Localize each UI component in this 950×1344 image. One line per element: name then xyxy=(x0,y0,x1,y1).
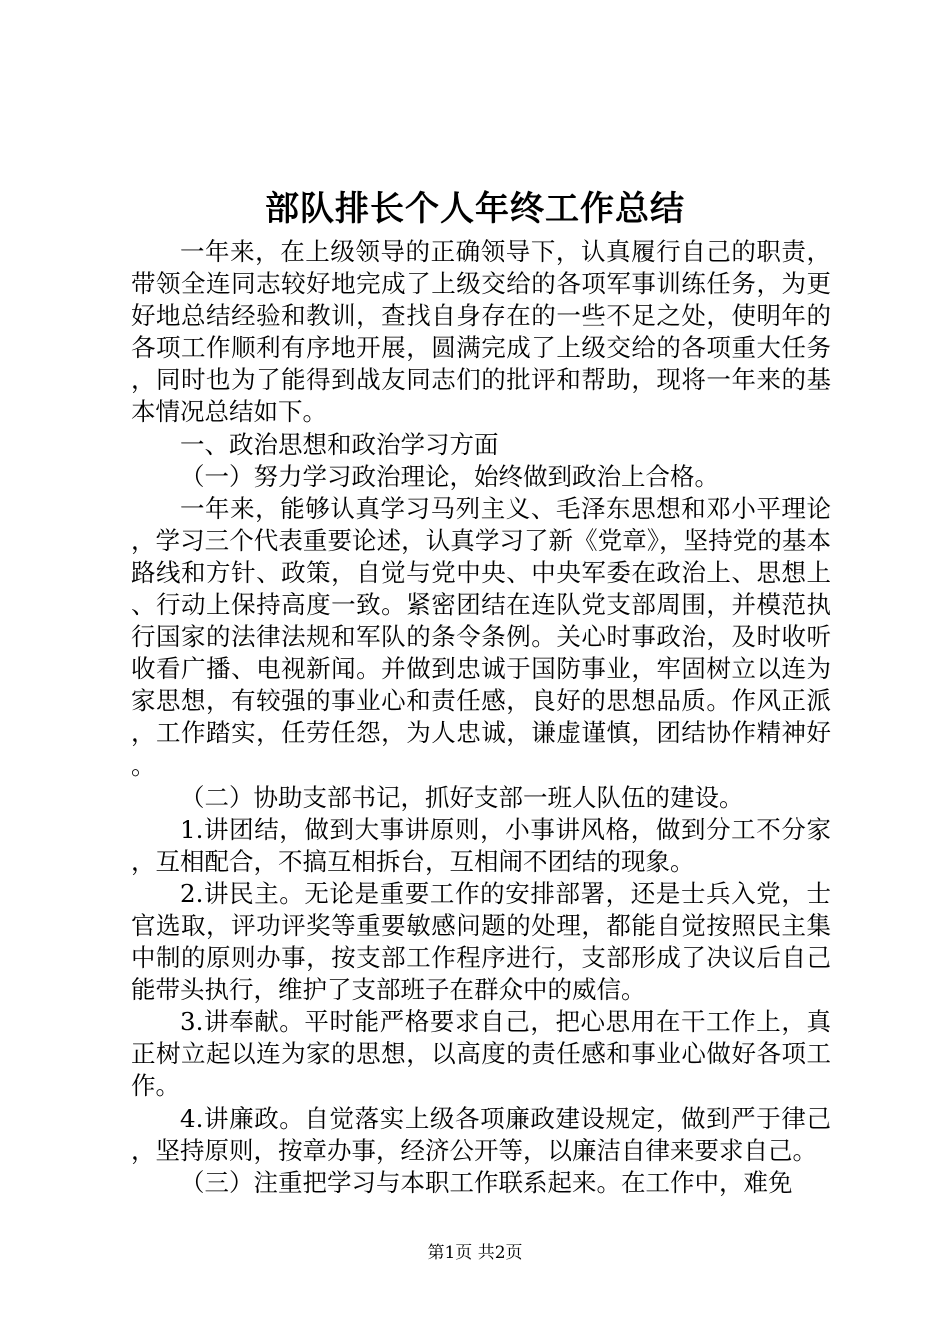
document-title: 部队排长个人年终工作总结 xyxy=(265,189,685,229)
paragraph-item-3: 3.讲奉献。平时能严格要求自己，把心思用在干工作上，真正树立起以连为家的思想，以高度的责任感和事业心做好各项工作。 xyxy=(131,1007,831,1101)
heading-section-1: 一、政治思想和政治学习方面 xyxy=(180,429,499,459)
paragraph-item-2: 2.讲民主。无论是重要工作的安排部署，还是士兵入党，士官选取，评功评奖等重要敏感问题的处理，都能自觉按照民主集中制的原则办事，按支部工作程序进行，支部形成了决议后自己能带头执行，维护了支部班子在群众中的威信。 xyxy=(131,878,831,1005)
paragraph-political-study: 一年来，能够认真学习马列主义、毛泽东思想和邓小平理论，学习三个代表重要论述，认真学习了新《党章》，坚持党的基本路线和方针、政策，自觉与党中央、中央军委在政治上、思想上、行动上保持高度一致。紧密团结在连队党支部周围，并模范执行国家的法律法规和军队的条令条例。关心时事政治，及时收听收看广播、电视新闻。并做到忠诚于国防事业，牢固树立以连为家思想，有较强的事业心和责任感，良好的思想品质。作风正派，工作踏实，任劳任怨，为人忠诚，谦虚谨慎，团结协作精神好。 xyxy=(131,493,831,780)
subheading-1: （一）努力学习政治理论，始终做到政治上合格。 xyxy=(180,461,719,491)
paragraph-item-1: 1.讲团结，做到大事讲原则，小事讲风格，做到分工不分家，互相配合，不搞互相拆台，互相闹不团结的现象。 xyxy=(131,814,831,876)
paragraph-intro: 一年来，在上级领导的正确领导下，认真履行自己的职责，带领全连同志较好地完成了上级交给的各项军事训练任务，为更好地总结经验和教训，查找自身存在的一些不足之处，使明年的各项工作顺利有序地开展，圆满完成了上级交给的各项重大任务，同时也为了能得到战友同志们的批评和帮助，现将一年来的基本情况总结如下。 xyxy=(131,237,831,427)
subheading-2: （二）协助支部书记，抓好支部一班人队伍的建设。 xyxy=(180,782,744,812)
page-number-footer: 第1页 共2页 xyxy=(427,1243,523,1263)
document-body xyxy=(131,236,831,1199)
subheading-3: （三）注重把学习与本职工作联系起来。在工作中，难免 xyxy=(180,1167,793,1197)
paragraph-item-4: 4.讲廉政。自觉落实上级各项廉政建设规定，做到严于律己，坚持原则，按章办事，经济公开等，以廉洁自律来要求自己。 xyxy=(131,1103,831,1165)
